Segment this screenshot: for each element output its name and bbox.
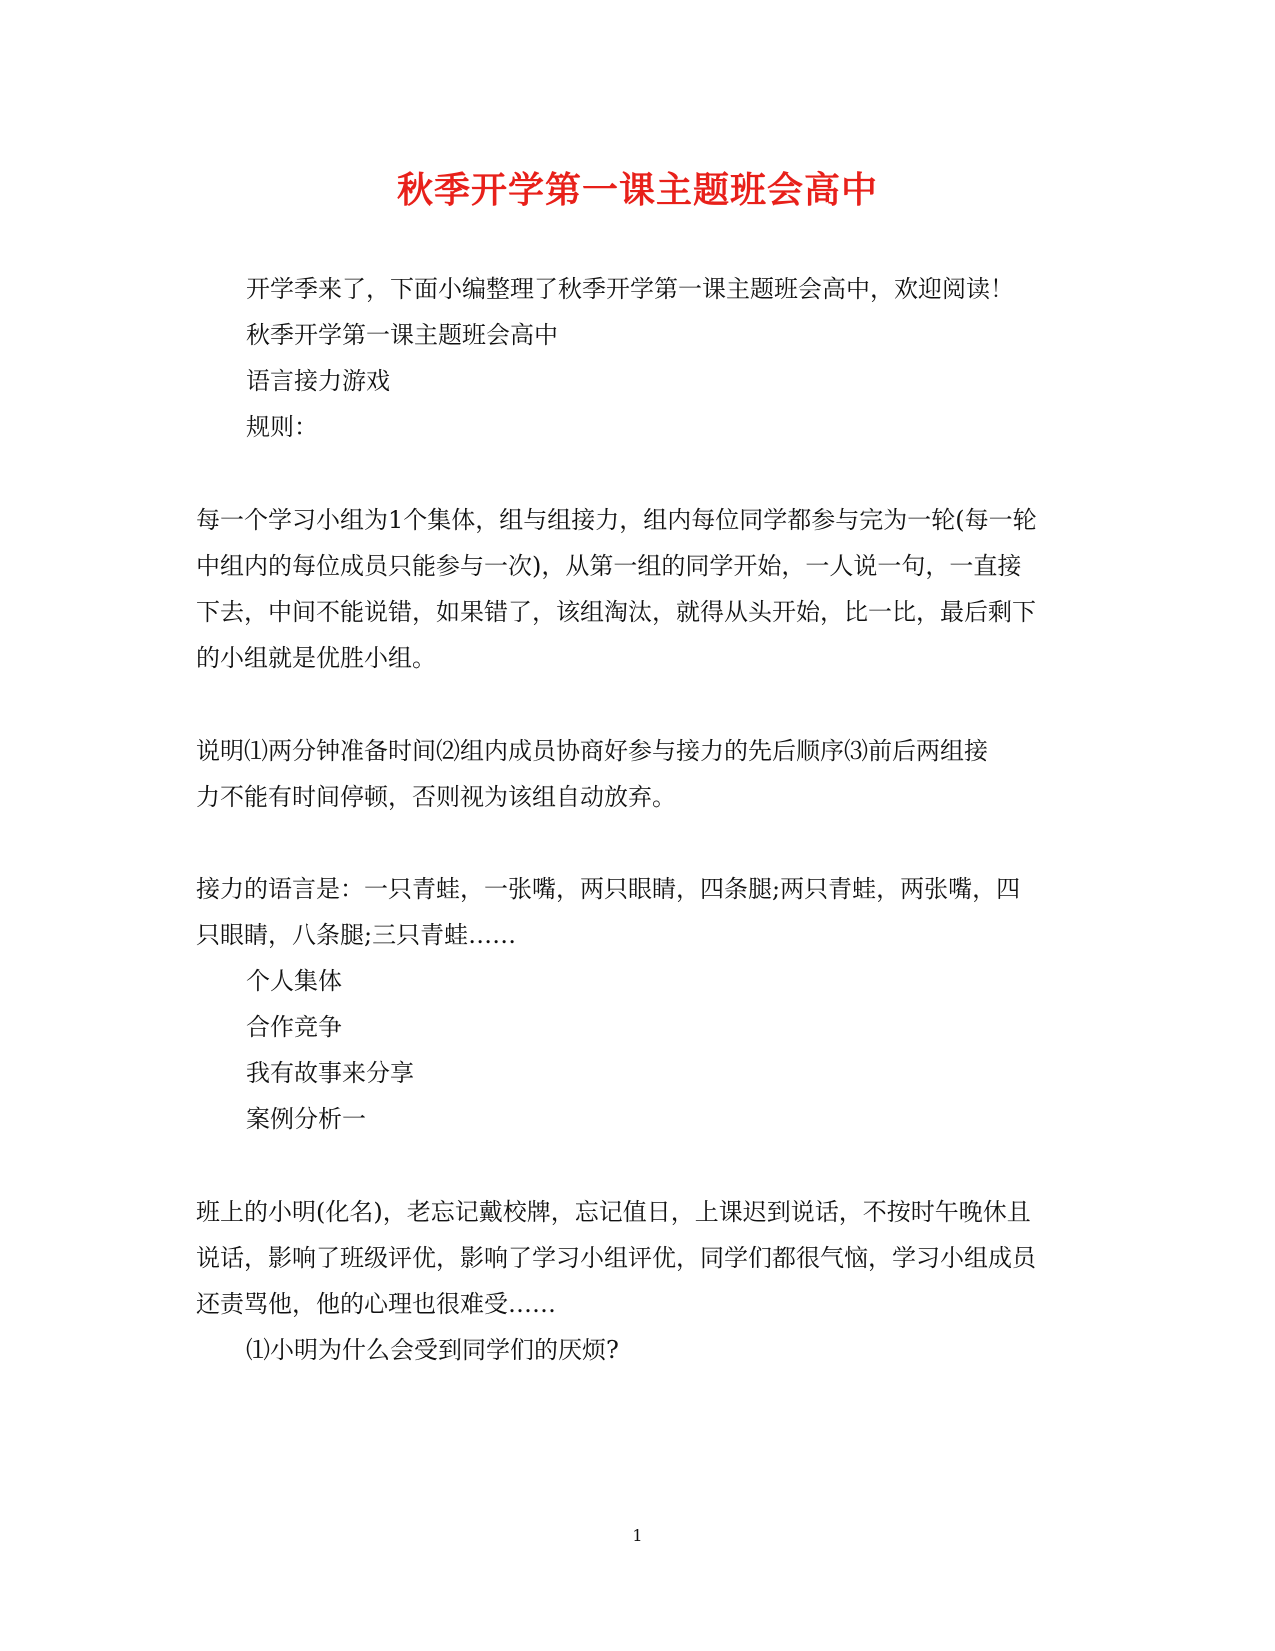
section-heading: 语言接力游戏 [246, 367, 390, 395]
intro-paragraph: 开学季来了，下面小编整理了秋季开学第一课主题班会高中，欢迎阅读！ [246, 275, 1014, 303]
rules-paragraph-line: 每一个学习小组为1个集体，组与组接力，组内每位同学都参与完为一轮(每一轮 [196, 506, 1037, 534]
case-paragraph-line: 班上的小明(化名)，老忘记戴校牌，忘记值日，上课迟到说话，不按时午晚休且 [196, 1198, 1031, 1226]
question-line: ⑴小明为什么会受到同学们的厌烦? [246, 1336, 619, 1364]
rules-paragraph-line: 的小组就是优胜小组。 [196, 644, 436, 672]
rules-heading: 规则： [246, 413, 318, 441]
list-item: 合作竞争 [246, 1013, 342, 1041]
case-paragraph-line: 还责骂他，他的心理也很难受…… [196, 1290, 556, 1318]
page-number: 1 [632, 1526, 643, 1545]
list-item: 个人集体 [246, 967, 342, 995]
list-item: 我有故事来分享 [246, 1059, 414, 1087]
notes-paragraph-line: 说明⑴两分钟准备时间⑵组内成员协商好参与接力的先后顺序⑶前后两组接 [196, 737, 988, 765]
rules-paragraph-line: 中组内的每位成员只能参与一次)，从第一组的同学开始，一人说一句，一直接 [196, 552, 1022, 580]
rules-paragraph-line: 下去，中间不能说错，如果错了，该组淘汰，就得从头开始，比一比，最后剩下 [196, 598, 1036, 626]
case-paragraph-line: 说话，影响了班级评优，影响了学习小组评优，同学们都很气恼，学习小组成员 [196, 1244, 1036, 1272]
notes-paragraph-line: 力不能有时间停顿，否则视为该组自动放弃。 [196, 783, 676, 811]
document-title: 秋季开学第一课主题班会高中 [396, 169, 878, 211]
subtitle-line: 秋季开学第一课主题班会高中 [246, 321, 558, 349]
relay-paragraph-line: 只眼睛，八条腿;三只青蛙…… [196, 921, 517, 949]
relay-paragraph-line: 接力的语言是：一只青蛙，一张嘴，两只眼睛，四条腿;两只青蛙，两张嘴，四 [196, 875, 1021, 903]
list-item: 案例分析一 [246, 1105, 366, 1133]
